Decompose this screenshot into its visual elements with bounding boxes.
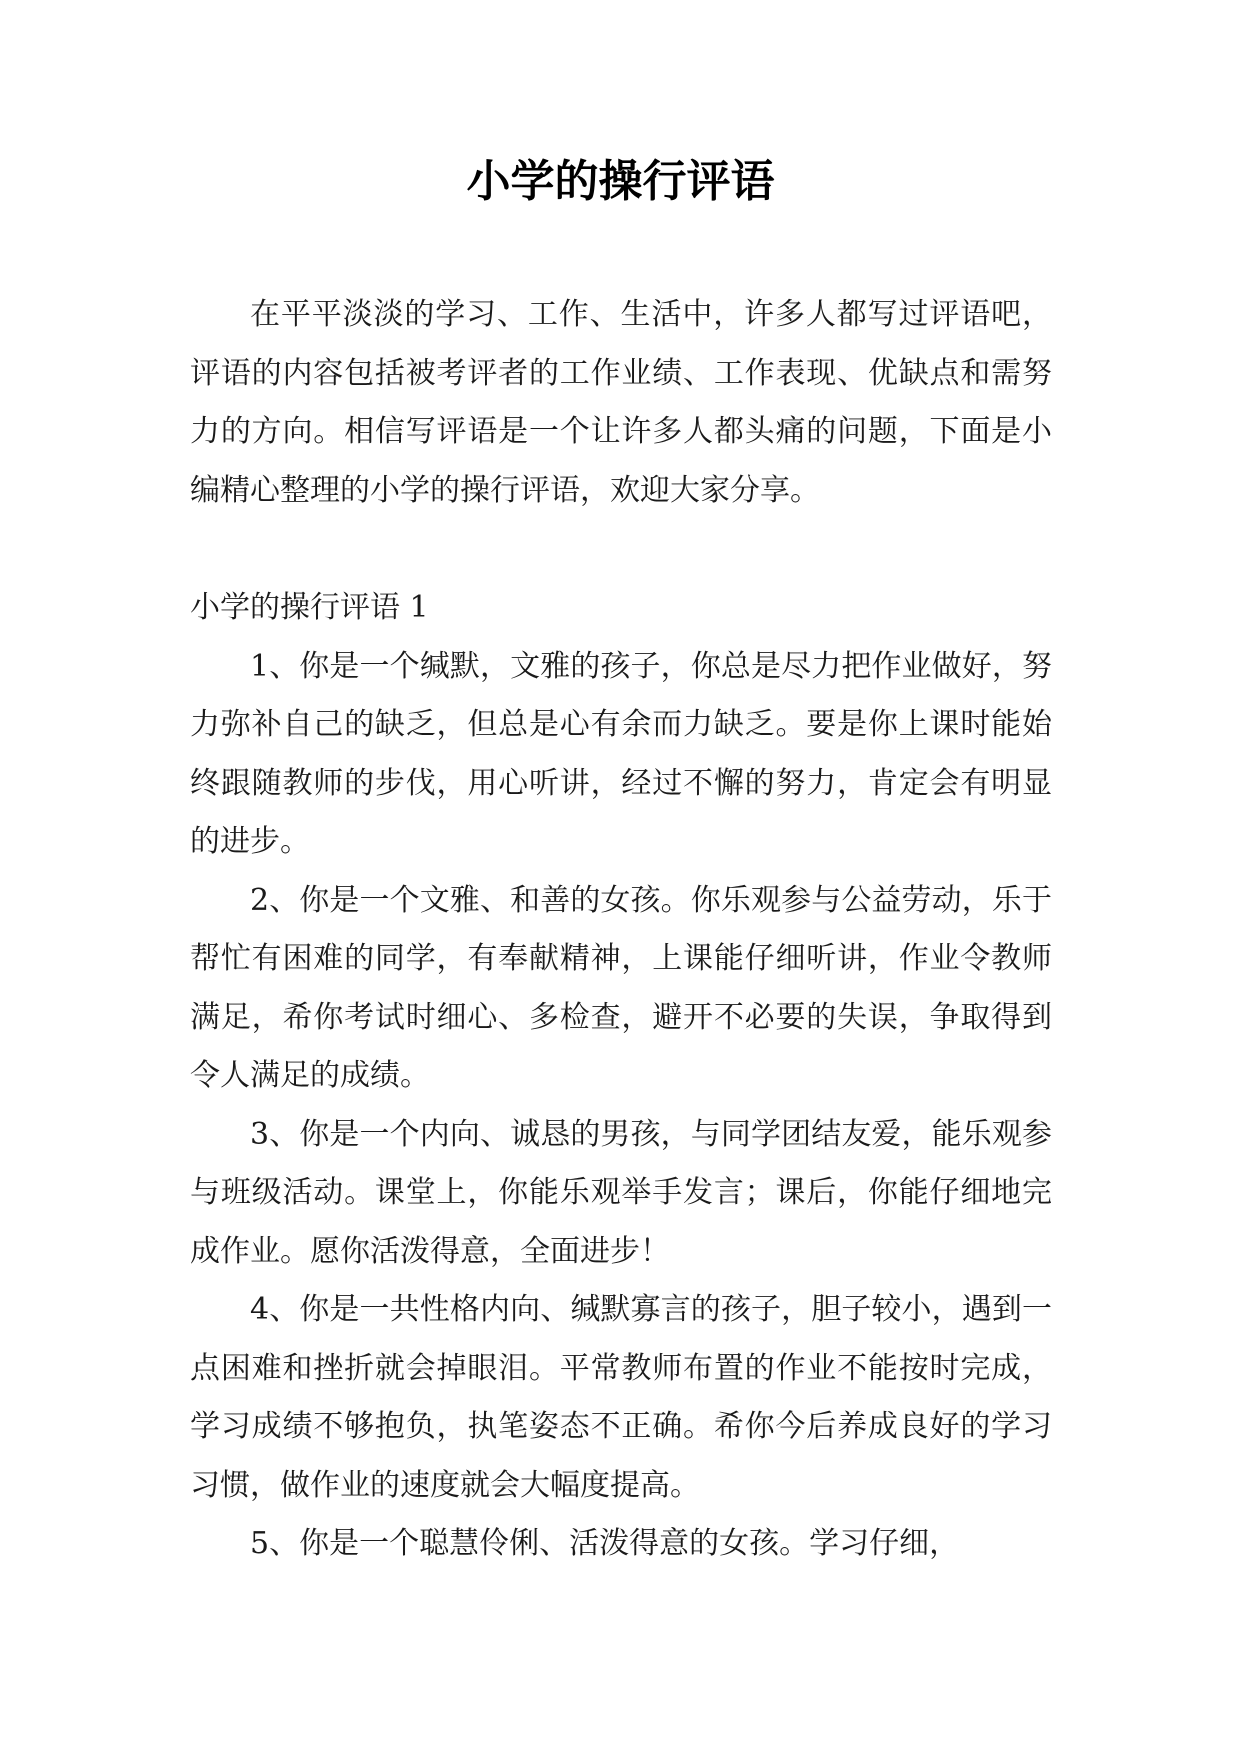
comment-item: 4、你是一共性格内向、缄默寡言的孩子，胆子较小，遇到一点困难和挫折就会掉眼泪。平常教师布置的作业不能按时完成，学习成绩不够抱负，执笔姿态不正确。希你今后养成良好的学习习惯，做作业的速度就会大幅度提高。	[190, 1292, 1052, 1503]
comment-item: 3、你是一个内向、诚恳的男孩，与同学团结友爱，能乐观参与班级活动。课堂上，你能乐观举手发言；课后，你能仔细地完成作业。愿你活泼得意，全面进步！	[190, 1116, 1052, 1269]
intro-paragraph: 在平平淡淡的学习、工作、生活中，许多人都写过评语吧，评语的内容包括被考评者的工作业绩、工作表现、优缺点和需努力的方向。相信写评语是一个让许多人都头痛的问题，下面是小编精心整理的小学的操行评语，欢迎大家分享。	[190, 297, 1052, 508]
comment-item: 5、你是一个聪慧伶俐、活泼得意的女孩。学习仔细，	[250, 1526, 960, 1561]
comment-item: 2、你是一个文雅、和善的女孩。你乐观参与公益劳动，乐于帮忙有困难的同学，有奉献精神，上课能仔细听讲，作业令教师满足，希你考试时细心、多检查，避开不必要的失误，争取得到令人满足的成绩。	[190, 882, 1052, 1093]
section-heading: 小学的操行评语 1	[190, 590, 429, 625]
intro-block	[190, 286, 1052, 520]
comment-item: 1、你是一个缄默，文雅的孩子，你总是尽力把作业做好，努力弥补自己的缺乏，但总是心有余而力缺乏。要是你上课时能始终跟随教师的步伐，用心听讲，经过不懈的努力，肯定会有明显的进步。	[190, 648, 1052, 859]
document-title: 小学的操行评语	[466, 156, 775, 207]
comments-section	[190, 579, 1052, 1574]
